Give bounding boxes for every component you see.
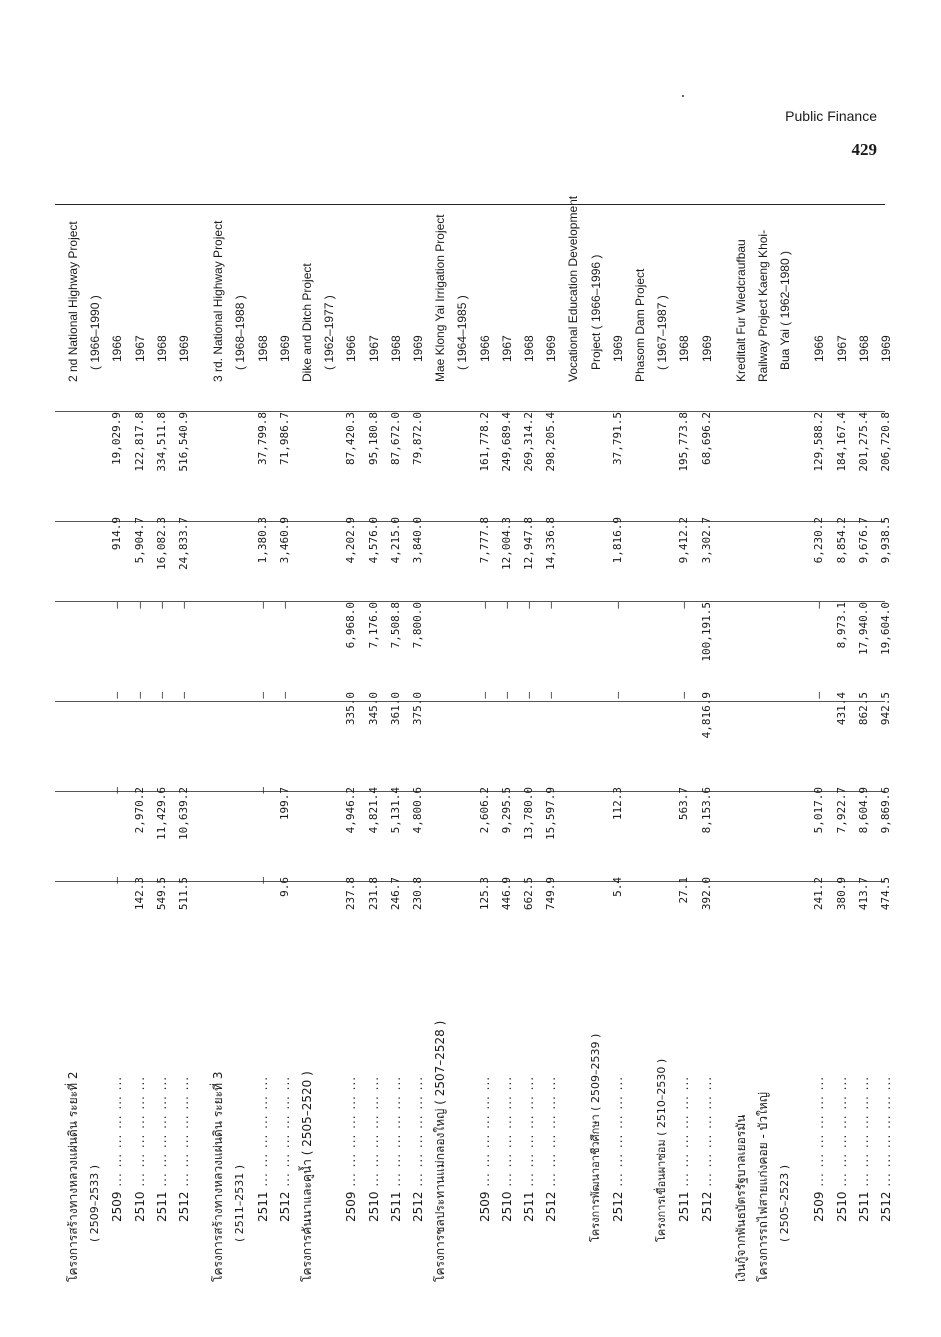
value-cell-c2: 199.7 (277, 787, 291, 821)
table-row (475, 202, 495, 1282)
value-cell-c4: — (544, 602, 558, 609)
table-row (297, 202, 317, 1282)
value-cell-c6: 269,314.2 (522, 412, 535, 472)
value-cell-c4: — (477, 602, 491, 609)
value-cell-c5: 3,460.9 (277, 517, 291, 564)
row-label-th (753, 882, 773, 1282)
value-cell-c3: 375.0 (411, 692, 424, 726)
value-cell-c4: 7,800.0 (411, 602, 424, 649)
table-row (630, 202, 650, 1282)
value-cell-c2: 15,597.9 (544, 787, 558, 840)
value-cell-c3: — (154, 692, 168, 699)
value-cell-c3: 361.0 (388, 692, 402, 726)
value-cell-c1: 9.6 (277, 877, 291, 897)
leader-dots: ... ... ... ... ... ... (277, 1075, 292, 1192)
value-cell-c2: 4,946.2 (344, 787, 358, 834)
value-cell-c6: 79,872.0 (411, 412, 424, 465)
value-cell-c6: 129,588.2 (812, 412, 826, 472)
row-label-en: Phasom Dam Project (633, 268, 647, 382)
value-cell-c2: 2,606.2 (477, 787, 491, 834)
value-cell-c6: 334,511.8 (154, 412, 168, 472)
value-cell-c6: 249,689.4 (499, 412, 513, 472)
table-row (541, 202, 561, 1282)
leader-dots: ... ... ... ... ... ... (610, 1075, 625, 1192)
value-cell-c5: 4,202.9 (344, 517, 358, 564)
value-cell-c1: 749.9 (544, 877, 558, 911)
value-cell-c5: 8,854.2 (834, 517, 848, 564)
value-cell-c4: — (110, 602, 124, 609)
value-cell-c5: 1,816.9 (610, 517, 624, 564)
value-cell-c6: 298,205.4 (544, 412, 558, 472)
leader-dots: ... ... ... ... ... ... (522, 1075, 536, 1192)
value-cell-c3: — (177, 692, 190, 699)
value-cell-c3: — (677, 692, 691, 699)
page-running-title: Public Finance (785, 108, 877, 124)
thai-text: โครงการรถไฟสายแก่งคอย - บัวใหญ่ (756, 1092, 770, 1282)
value-cell-c1: 549.5 (154, 877, 168, 911)
value-cell-c6: 19,029.9 (110, 412, 124, 465)
value-cell-c4: 7,176.0 (366, 602, 380, 649)
value-cell-c6: 71,986.7 (277, 412, 291, 465)
value-cell-c3: — (812, 692, 826, 699)
thai-text: ( 2509–2533 ) (88, 1164, 102, 1242)
table-row (386, 202, 406, 1282)
row-year-en: 1968 (856, 335, 871, 362)
thai-text: โครงการพัฒนาอาชีวศึกษา ( 2509–2539 ) (588, 1033, 602, 1242)
value-cell-c6: 37,799.8 (255, 412, 269, 465)
thai-text: 2512 (177, 1191, 191, 1222)
table-row (497, 202, 517, 1282)
thai-text: โครงการสร้างทางหลวงแผ่นดิน ระยะที่ 3 (211, 1071, 226, 1282)
value-cell-c1: 511.5 (177, 877, 190, 911)
row-label-en: ( 1967–1987 ) (655, 295, 670, 370)
thai-text: 2512 (277, 1191, 292, 1222)
table-row (364, 202, 384, 1282)
table-row (519, 202, 539, 1282)
value-cell-c2: 9,295.5 (499, 787, 513, 834)
leader-dots: ... ... ... ... ... ... (699, 1075, 714, 1192)
table-row (753, 202, 773, 1282)
value-cell-c1: 474.5 (879, 877, 892, 911)
thai-text: 2511 (522, 1191, 536, 1222)
thai-text: ( 2505–2523 ) (778, 1164, 792, 1242)
leader-dots: ... ... ... ... ... ... (879, 1075, 893, 1192)
row-year-en: 1969 (699, 335, 714, 362)
value-cell-c4: — (154, 602, 168, 609)
value-cell-c3: — (522, 692, 535, 699)
leader-dots: ... ... ... ... ... ... (834, 1075, 849, 1192)
thai-text: 2509 (812, 1191, 827, 1222)
row-label-en: 3 rd. National Highway Project (211, 220, 226, 382)
thai-text: 2510 (366, 1191, 381, 1222)
value-cell-c3: — (610, 692, 624, 699)
value-cell-c2: — (255, 787, 269, 794)
table-row (430, 202, 450, 1282)
row-label-en: ( 1966–1990 ) (88, 295, 103, 370)
row-label-th (652, 842, 672, 1282)
value-cell-c3: — (477, 692, 491, 699)
row-year-en: 1966 (110, 335, 125, 362)
thai-text: 2511 (677, 1191, 692, 1222)
value-cell-c2: 7,922.7 (834, 787, 848, 834)
value-cell-c6: 68,696.2 (699, 412, 713, 465)
value-cell-c6: 122,817.8 (132, 412, 146, 472)
row-label-en: Kreditalt Fur Wiedcraufbau (733, 239, 748, 382)
row-label-en: Project ( 1966–1996 ) (588, 254, 603, 370)
thai-text: 2511 (154, 1191, 169, 1222)
thai-text: โครงการสร้างทางหลวงแผ่นดิน ระยะที่ 2 (66, 1071, 80, 1282)
leader-dots: ... ... ... ... ... ... (366, 1075, 381, 1192)
table-row (152, 202, 172, 1282)
value-cell-c3: 862.5 (856, 692, 870, 726)
value-cell-c2: 112.3 (610, 787, 624, 821)
row-year-en: 1967 (834, 335, 849, 362)
row-year-en: 1969 (277, 335, 292, 362)
value-cell-c4: 6,968.0 (344, 602, 358, 649)
thai-text: 2509 (110, 1191, 125, 1222)
value-cell-c6: 206,720.8 (879, 412, 892, 472)
row-year-en: 1967 (132, 335, 147, 362)
table-row (319, 202, 339, 1282)
row-label-th (430, 882, 450, 1282)
table-row (130, 202, 150, 1282)
value-cell-c4: 19,604.0 (879, 602, 892, 655)
row-label-th (775, 842, 795, 1282)
value-cell-c6: 201,275.4 (856, 412, 870, 472)
table-row (341, 202, 361, 1282)
table-row (775, 202, 795, 1282)
value-cell-c1: 241.2 (812, 877, 826, 911)
value-cell-c1: 392.0 (699, 877, 713, 911)
table-row (586, 202, 606, 1282)
table-row (876, 202, 896, 1282)
value-cell-c2: — (110, 787, 124, 794)
row-label-en: Railway Project Kaeng Khoi- (756, 229, 770, 382)
value-cell-c4: — (132, 602, 146, 609)
value-cell-c1: 230.8 (411, 877, 424, 911)
value-cell-c5: 24,833.7 (177, 517, 190, 570)
value-cell-c5: 12,004.3 (499, 517, 513, 570)
row-year-en: 1966 (812, 335, 827, 362)
table-row (85, 202, 105, 1282)
thai-text: 2511 (856, 1191, 871, 1222)
value-cell-c6: 184,167.4 (834, 412, 848, 472)
value-cell-c4: — (499, 602, 513, 609)
row-year-en: 1969 (610, 335, 625, 362)
rotated-table (55, 195, 893, 1282)
row-year-en: 1968 (154, 335, 169, 362)
leader-dots: ... ... ... ... ... ... (344, 1075, 359, 1192)
row-label-en: ( 1964–1985 ) (455, 295, 470, 370)
value-cell-c4: — (812, 602, 826, 609)
value-cell-c5: 6,230.2 (812, 517, 826, 564)
value-cell-c6: 87,420.3 (344, 412, 358, 465)
value-cell-c1: 27.1 (677, 877, 691, 904)
row-year-en: 1968 (677, 335, 692, 362)
value-cell-c3: — (499, 692, 513, 699)
row-year-en: 1966 (344, 335, 359, 362)
table-row (608, 202, 628, 1282)
leader-dots: ... ... ... ... ... ... (812, 1075, 827, 1192)
value-cell-c6: 95,180.8 (366, 412, 380, 465)
value-cell-c5: 14,336.8 (544, 517, 558, 570)
value-cell-c6: 87,672.0 (388, 412, 402, 465)
thai-text: 2512 (699, 1191, 714, 1222)
thai-text: 2512 (411, 1191, 425, 1222)
table-row (832, 202, 852, 1282)
value-cell-c4: 8,973.1 (834, 602, 848, 649)
value-cell-c5: 914.9 (110, 517, 124, 551)
row-year-en: 1966 (477, 335, 492, 362)
value-cell-c5: 9,412.2 (677, 517, 691, 564)
row-year-en: 1969 (411, 335, 425, 362)
leader-dots: ... ... ... ... ... ... (132, 1075, 147, 1192)
value-cell-c2: 5,131.4 (388, 787, 402, 834)
value-cell-c2: 11,429.6 (154, 787, 168, 840)
value-cell-c3: 431.4 (834, 692, 848, 726)
value-cell-c1: 246.7 (388, 877, 402, 911)
value-cell-c4: — (277, 602, 291, 609)
value-cell-c1: 142.3 (132, 877, 146, 911)
row-year-en: 1967 (499, 335, 514, 362)
value-cell-c5: 4,215.0 (388, 517, 402, 564)
row-label-en: Bua Yai ( 1962–1980 ) (778, 251, 793, 370)
value-cell-c2: 563.7 (677, 787, 691, 821)
value-cell-c3: 942.5 (879, 692, 892, 726)
row-label-th (85, 842, 105, 1282)
value-cell-c2: 8,153.6 (699, 787, 713, 834)
row-label-th (731, 882, 751, 1282)
thai-text: 2510 (499, 1191, 514, 1222)
row-label-en: 2 nd National Highway Project (66, 221, 80, 382)
value-cell-c5: 9,938.5 (879, 517, 892, 564)
value-cell-c5: 9,676.7 (856, 517, 870, 564)
thai-text: 2512 (879, 1191, 893, 1222)
value-cell-c5: 1,380.3 (255, 517, 269, 564)
row-label-en: ( 1968–1988 ) (233, 295, 248, 370)
table-row (174, 202, 194, 1282)
leader-dots: ... ... ... ... ... ... (411, 1075, 425, 1192)
row-label-th (297, 882, 317, 1282)
row-label-en: Mae Klong Yai Irrigation Project (433, 214, 448, 382)
value-cell-c2: 9,869.6 (879, 787, 892, 834)
table-row (107, 202, 127, 1282)
thai-text: 2509 (344, 1191, 359, 1222)
row-label-en: ( 1962–1977 ) (322, 295, 337, 370)
value-cell-c6: 37,791.5 (610, 412, 624, 465)
row-label-th (208, 882, 228, 1282)
thai-text: โครงการชลประทานแม่กลองใหญ่ ( 2507–2528 ) (433, 1020, 448, 1282)
thai-text: โครงการคันนาและคูน้ำ ( 2505–2520 ) (300, 1071, 314, 1282)
leader-dots: ... ... ... ... ... ... (388, 1075, 403, 1192)
leader-dots: ... ... ... ... ... ... (677, 1075, 692, 1192)
value-cell-c2: 4,821.4 (366, 787, 380, 834)
row-year-en: 1967 (366, 335, 381, 362)
value-cell-c1: 237.8 (344, 877, 358, 911)
value-cell-c5: 12,947.8 (522, 517, 535, 570)
thai-text: 2511 (388, 1191, 403, 1222)
leader-dots: ... ... ... ... ... ... (499, 1075, 514, 1192)
row-label-th (230, 842, 250, 1282)
row-year-en: 1968 (388, 335, 403, 362)
value-cell-c4: 7,508.8 (388, 602, 402, 649)
table-row (452, 202, 472, 1282)
value-cell-c1: 662.5 (522, 877, 535, 911)
table-row (275, 202, 295, 1282)
thai-text: 2512 (610, 1191, 625, 1222)
value-cell-c5: 4,576.0 (366, 517, 380, 564)
value-cell-c6: 516,540.9 (177, 412, 190, 472)
value-cell-c1: 125.3 (477, 877, 491, 911)
value-cell-c4: — (177, 602, 190, 609)
value-cell-c4: — (255, 602, 269, 609)
table-row (563, 195, 583, 1282)
value-cell-c3: — (255, 692, 269, 699)
value-cell-c5: 3,840.0 (411, 517, 424, 564)
table-row (652, 202, 672, 1282)
row-year-en: 1969 (879, 335, 893, 362)
row-label-en: Vocational Education Development (566, 195, 581, 382)
thai-text: 2510 (132, 1191, 147, 1222)
row-year-en: 1968 (522, 335, 536, 362)
value-cell-c5: 5,904.7 (132, 517, 146, 564)
value-cell-c4: 100,191.5 (699, 602, 713, 662)
value-cell-c3: — (277, 692, 291, 699)
leader-dots: ... ... ... ... ... ... (255, 1075, 270, 1192)
value-cell-c6: 195,773.8 (677, 412, 691, 472)
leader-dots: ... ... ... ... ... ... (154, 1075, 169, 1192)
value-cell-c4: — (522, 602, 535, 609)
row-label-en: Dike and Ditch Project (300, 263, 314, 382)
value-cell-c1: — (110, 877, 124, 884)
table-row (674, 202, 694, 1282)
thai-text: ( 2511–2531 ) (233, 1164, 247, 1242)
leader-dots: ... ... ... ... ... ... (477, 1075, 492, 1192)
row-label-th (63, 882, 83, 1282)
table-row (697, 202, 717, 1282)
table-row (230, 202, 250, 1282)
table-row (809, 202, 829, 1282)
value-cell-c3: 345.0 (366, 692, 380, 726)
value-cell-c2: 2,970.2 (132, 787, 146, 834)
value-cell-c1: — (255, 877, 269, 884)
table-row (253, 202, 273, 1282)
value-cell-c1: 446.9 (499, 877, 513, 911)
value-cell-c2: 10,639.2 (177, 787, 190, 840)
row-year-en: 1969 (544, 335, 559, 362)
thai-text: โครงการเขื่อนผาซ่อม ( 2510–2530 ) (655, 1058, 669, 1242)
row-year-en: 1968 (255, 335, 270, 362)
table-row (63, 202, 83, 1282)
value-cell-c1: 5.4 (610, 877, 624, 897)
value-cell-c3: — (132, 692, 146, 699)
speck (682, 95, 684, 97)
value-cell-c5: 16,082.3 (154, 517, 168, 570)
thai-text: 2510 (834, 1191, 849, 1222)
thai-text: 2511 (255, 1191, 270, 1222)
table-row (208, 202, 228, 1282)
value-cell-c3: — (544, 692, 558, 699)
leader-dots: ... ... ... ... ... ... (177, 1075, 191, 1192)
value-cell-c4: — (677, 602, 691, 609)
row-year-en: 1969 (177, 335, 191, 362)
page-number: 429 (851, 140, 877, 159)
table-row (408, 202, 428, 1282)
leader-dots: ... ... ... ... ... ... (110, 1075, 125, 1192)
value-cell-c4: — (610, 602, 624, 609)
value-cell-c2: 13,780.0 (522, 787, 535, 840)
table-row (731, 202, 751, 1282)
table-row (854, 202, 874, 1282)
value-cell-c4: 17,940.0 (856, 602, 870, 655)
leader-dots: ... ... ... ... ... ... (856, 1075, 871, 1192)
value-cell-c5: 7,777.8 (477, 517, 491, 564)
value-cell-c2: 8,604.9 (856, 787, 870, 834)
value-cell-c3: — (110, 692, 124, 699)
value-cell-c3: 4,816.9 (699, 692, 713, 739)
value-cell-c1: 231.8 (366, 877, 380, 911)
value-cell-c6: 161,778.2 (477, 412, 491, 472)
row-label-th (586, 842, 606, 1282)
value-cell-c1: 380.9 (834, 877, 848, 911)
value-cell-c2: 5,017.0 (812, 787, 826, 834)
value-cell-c5: 3,302.7 (699, 517, 713, 564)
leader-dots: ... ... ... ... ... ... (544, 1075, 559, 1192)
thai-text: เงินกู้จากพันธบัตรรัฐบาลเยอรมัน (733, 1114, 748, 1282)
thai-text: 2512 (544, 1191, 559, 1222)
value-cell-c2: 4,800.6 (411, 787, 424, 834)
value-cell-c3: 335.0 (344, 692, 358, 726)
thai-text: 2509 (477, 1191, 492, 1222)
value-cell-c1: 413.7 (856, 877, 870, 911)
